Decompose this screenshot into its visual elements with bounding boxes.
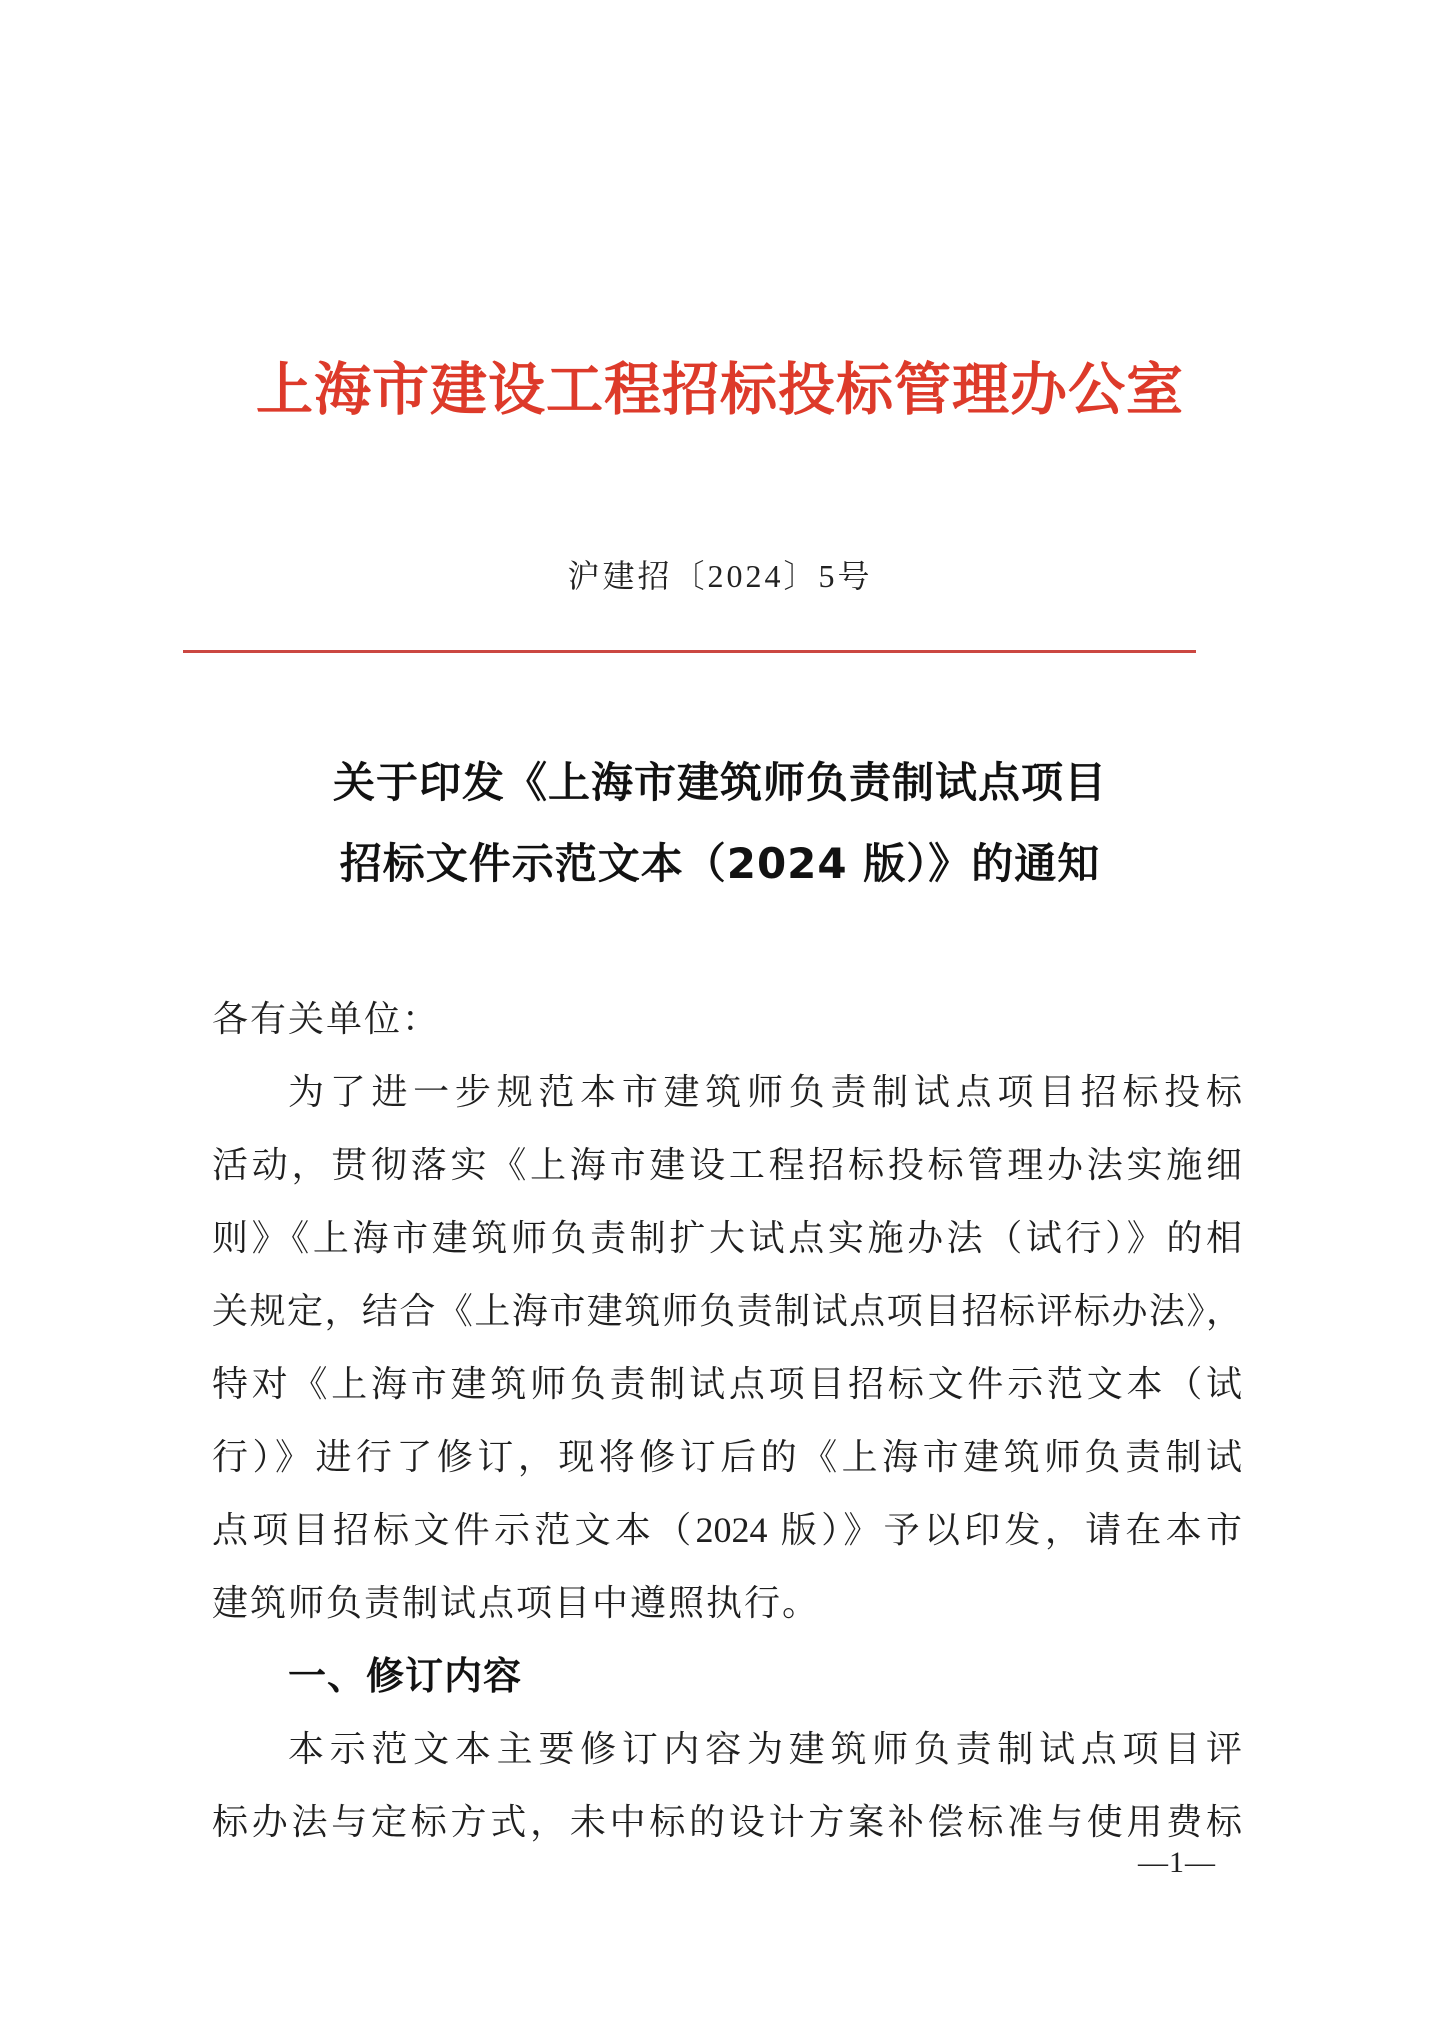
notice-title <box>0 742 1440 904</box>
body-line: 标办法与定标方式，未中标的设计方案补偿标准与使用费标 <box>212 1802 1242 1842</box>
notice-title-line-2: 招标文件示范文本（2024 版）》的通知 <box>339 839 1101 888</box>
body-line: 则》《上海市建筑师负责制扩大试点实施办法（试行）》的相 <box>212 1218 1242 1258</box>
body-line: 本示范文本主要修订内容为建筑师负责制试点项目评 <box>288 1729 1242 1769</box>
body-line: 为了进一步规范本市建筑师负责制试点项目招标投标 <box>288 1072 1242 1112</box>
page-number: —1— <box>1138 1846 1216 1879</box>
notice-title-line-1: 关于印发《上海市建筑师负责制试点项目 <box>332 758 1107 807</box>
salutation-line: 各有关单位： <box>212 999 441 1039</box>
issuing-authority-masthead: 上海市建设工程招标投标管理办公室 <box>256 357 1184 423</box>
body-line: 特对《上海市建筑师负责制试点项目招标文件示范文本（试 <box>212 1364 1242 1404</box>
body-line: 行）》进行了修订，现将修订后的《上海市建筑师负责制试 <box>212 1437 1242 1477</box>
red-divider-line <box>183 650 1196 653</box>
section-heading-revision-content: 一、修订内容 <box>288 1654 523 1698</box>
document-reference-number: 沪建招〔2024〕5号 <box>567 558 873 594</box>
body-line: 点项目招标文件示范文本（2024 版）》予以印发，请在本市 <box>212 1510 1242 1550</box>
body-line: 关规定，结合《上海市建筑师负责制试点项目招标评标办法》， <box>212 1291 1242 1331</box>
body-line: 建筑师负责制试点项目中遵照执行。 <box>212 1583 821 1623</box>
body-line: 活动，贯彻落实《上海市建设工程招标投标管理办法实施细 <box>212 1145 1242 1185</box>
notice-body <box>212 983 1242 1859</box>
